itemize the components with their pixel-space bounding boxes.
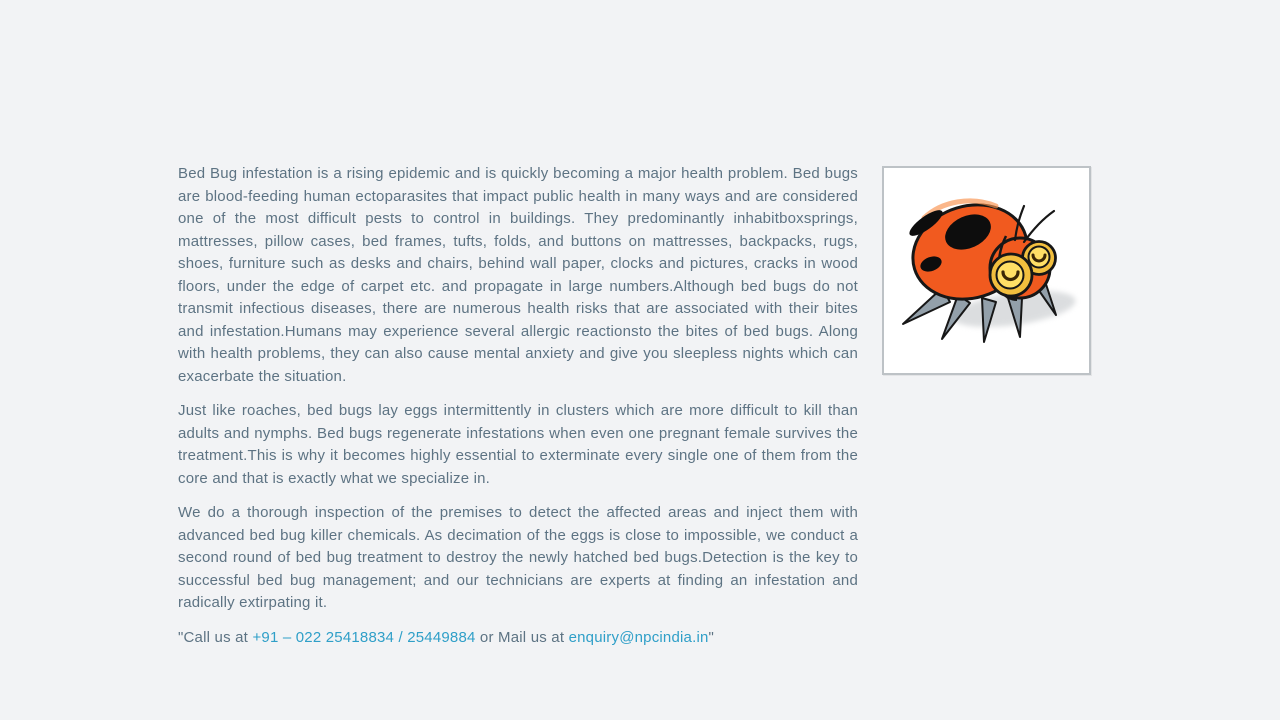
article-text	[178, 163, 858, 649]
contact-suffix: "	[708, 628, 715, 646]
bug-image-frame	[882, 166, 1091, 375]
contact-line	[178, 627, 858, 650]
bed-bug-illustration	[884, 168, 1089, 373]
paragraph-eggs: Just like roaches, bed bugs lay eggs intermittently in clusters which are more difficult to kill than adults and nymphs. Bed bugs regenerate infestations when even one pregnant female survives the treatment.This is why it becomes highly essential to exterminate every single one of them from the core and that is exactly what we specialize in.	[178, 402, 858, 487]
contact-prefix: "Call us at	[178, 628, 249, 646]
paragraph-treatment: We do a thorough inspection of the premises to detect the affected areas and inject them with advanced bed bug killer chemicals. As decimation of the eggs is close to impossible, we conduct a second round of bed bug treatment to destroy the newly hatched bed bugs.Detection is the key to successful bed bug management; and our technicians are experts at finding an infestation and radically extirpating it.	[178, 504, 858, 611]
phone-numbers-link[interactable]: +91 – 022 25418834 / 25449884	[252, 628, 476, 646]
paragraph-intro: Bed Bug infestation is a rising epidemic and is quickly becoming a major health problem. Bed bugs are blood-feeding human ectoparasites that impact public health in many ways and are considered one of the most difficult pests to control in buildings. They predominantly inhabitboxsprings, mattresses, pillow cases, bed frames, tufts, folds, and buttons on mattresses, backpacks, rugs, shoes, furniture such as desks and chairs, behind wall paper, clocks and pictures, cracks in wood floors, under the edge of carpet etc. and propagate in large numbers.Although bed bugs do not transmit infectious diseases, there are numerous health risks that are associated with their bites and infestation.Humans may experience several allergic reactionsto the bites of bed bugs. Along with health problems, they can also cause mental anxiety and give you sleepless nights which can exacerbate the situation.	[178, 165, 858, 385]
contact-connector: or Mail us at	[479, 628, 565, 646]
email-link[interactable]: enquiry@npcindia.in	[568, 628, 709, 646]
